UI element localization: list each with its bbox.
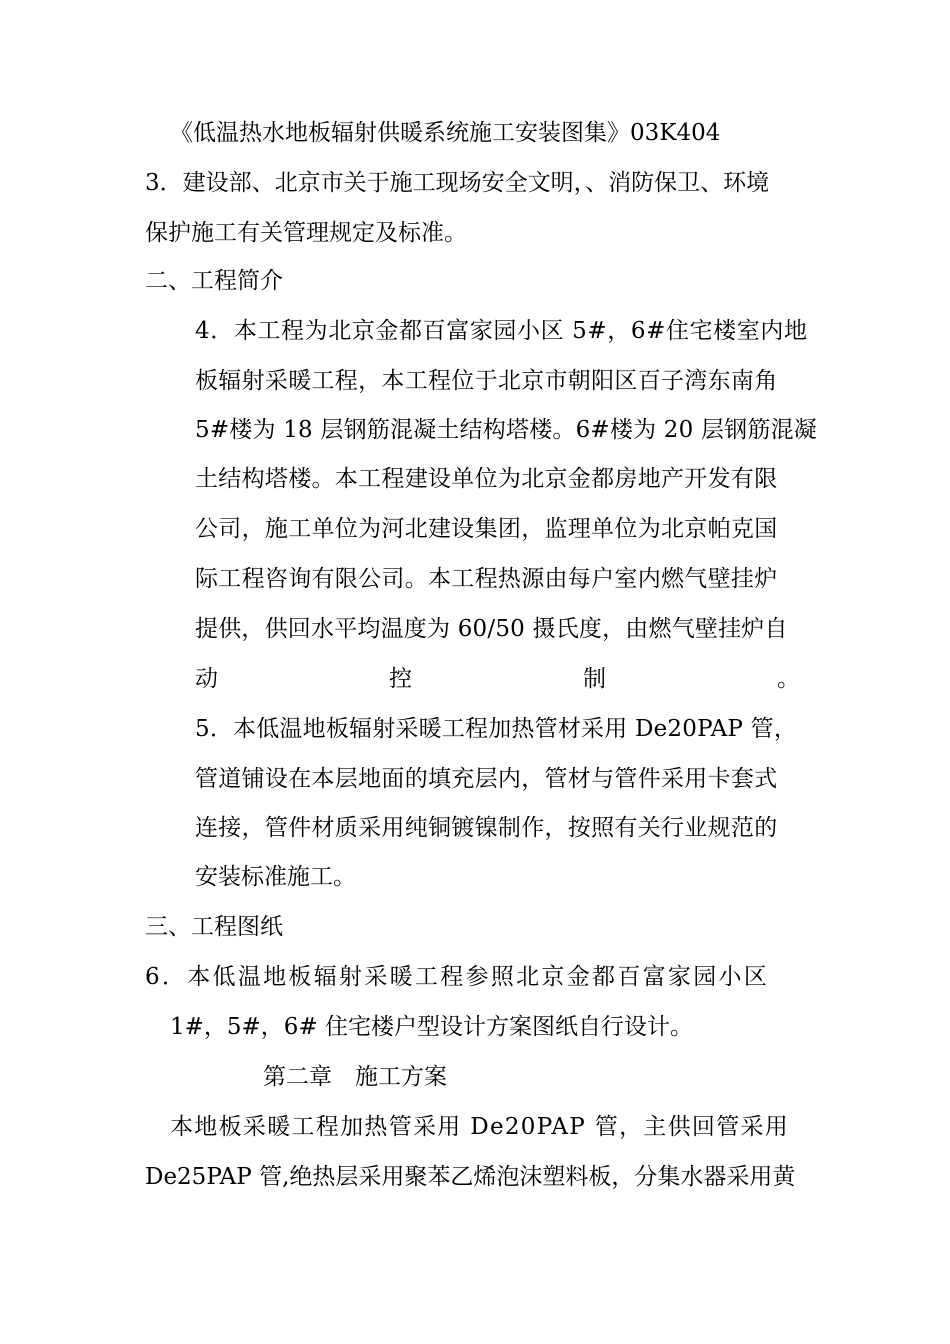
item-4-line-2: 板辐射采暖工程，本工程位于北京市朝阳区百子湾东南角 — [195, 368, 778, 394]
chapter-paragraph-line-2: De25PAP 管,绝热层采用聚苯乙烯泡沫塑料板，分集水器采用黄 — [145, 1164, 796, 1190]
item-4-line-5: 公司，施工单位为河北建设集团，监理单位为北京帕克国 — [195, 516, 778, 542]
item-4-word-dong: 动 — [195, 666, 218, 692]
item-4-line-3: 5#楼为 18 层钢筋混凝土结构塔楼。6#楼为 20 层钢筋混凝 — [195, 417, 817, 443]
item-4-line-1: 4．本工程为北京金都百富家园小区 5#，6#住宅楼室内地 — [195, 318, 808, 344]
item-4-line-7: 提供，供回水平均温度为 60/50 摄氏度，由燃气壁挂炉自 — [195, 616, 788, 642]
section-heading-project-overview: 二、工程简介 — [145, 268, 283, 294]
section-heading-drawings: 三、工程图纸 — [145, 914, 283, 940]
item-4-line-8 — [195, 664, 800, 694]
chapter-title: 第二章 施工方案 — [263, 1064, 447, 1090]
item-4-line-4: 土结构塔楼。本工程建设单位为北京金都房地产开发有限 — [195, 466, 778, 492]
item-4-line-6: 际工程咨询有限公司。本工程热源由每户室内燃气壁挂炉 — [195, 566, 778, 592]
item-5-line-4: 安装标准施工。 — [195, 864, 356, 890]
atlas-reference: 《低温热水地板辐射供暖系统施工安装图集》03K404 — [170, 120, 721, 146]
item-4-word-kong: 控 — [389, 666, 412, 692]
item-5-line-3: 连接，管件材质采用纯铜镀镍制作，按照有关行业规范的 — [195, 815, 778, 841]
item-4-period: 。 — [777, 666, 800, 692]
item-6-line-1: 6．本低温地板辐射采暖工程参照北京金都百富家园小区 — [145, 964, 770, 990]
item-3-line-2: 保护施工有关管理规定及标准。 — [145, 220, 467, 246]
item-6-line-2: 1#，5#，6# 住宅楼户型设计方案图纸自行设计。 — [170, 1014, 694, 1040]
chapter-paragraph-line-1: 本地板采暖工程加热管采用 De20PAP 管，主供回管采用 — [170, 1114, 790, 1140]
item-4-word-zhi: 制 — [583, 666, 606, 692]
item-5-line-2: 管道铺设在本层地面的填充层内，管材与管件采用卡套式 — [195, 766, 778, 792]
item-5-line-1: 5．本低温地板辐射采暖工程加热管材采用 De20PAP 管， — [195, 716, 798, 742]
item-3-line-1: 3．建设部、北京市关于施工现场安全文明，、消防保卫、环境 — [145, 170, 770, 196]
